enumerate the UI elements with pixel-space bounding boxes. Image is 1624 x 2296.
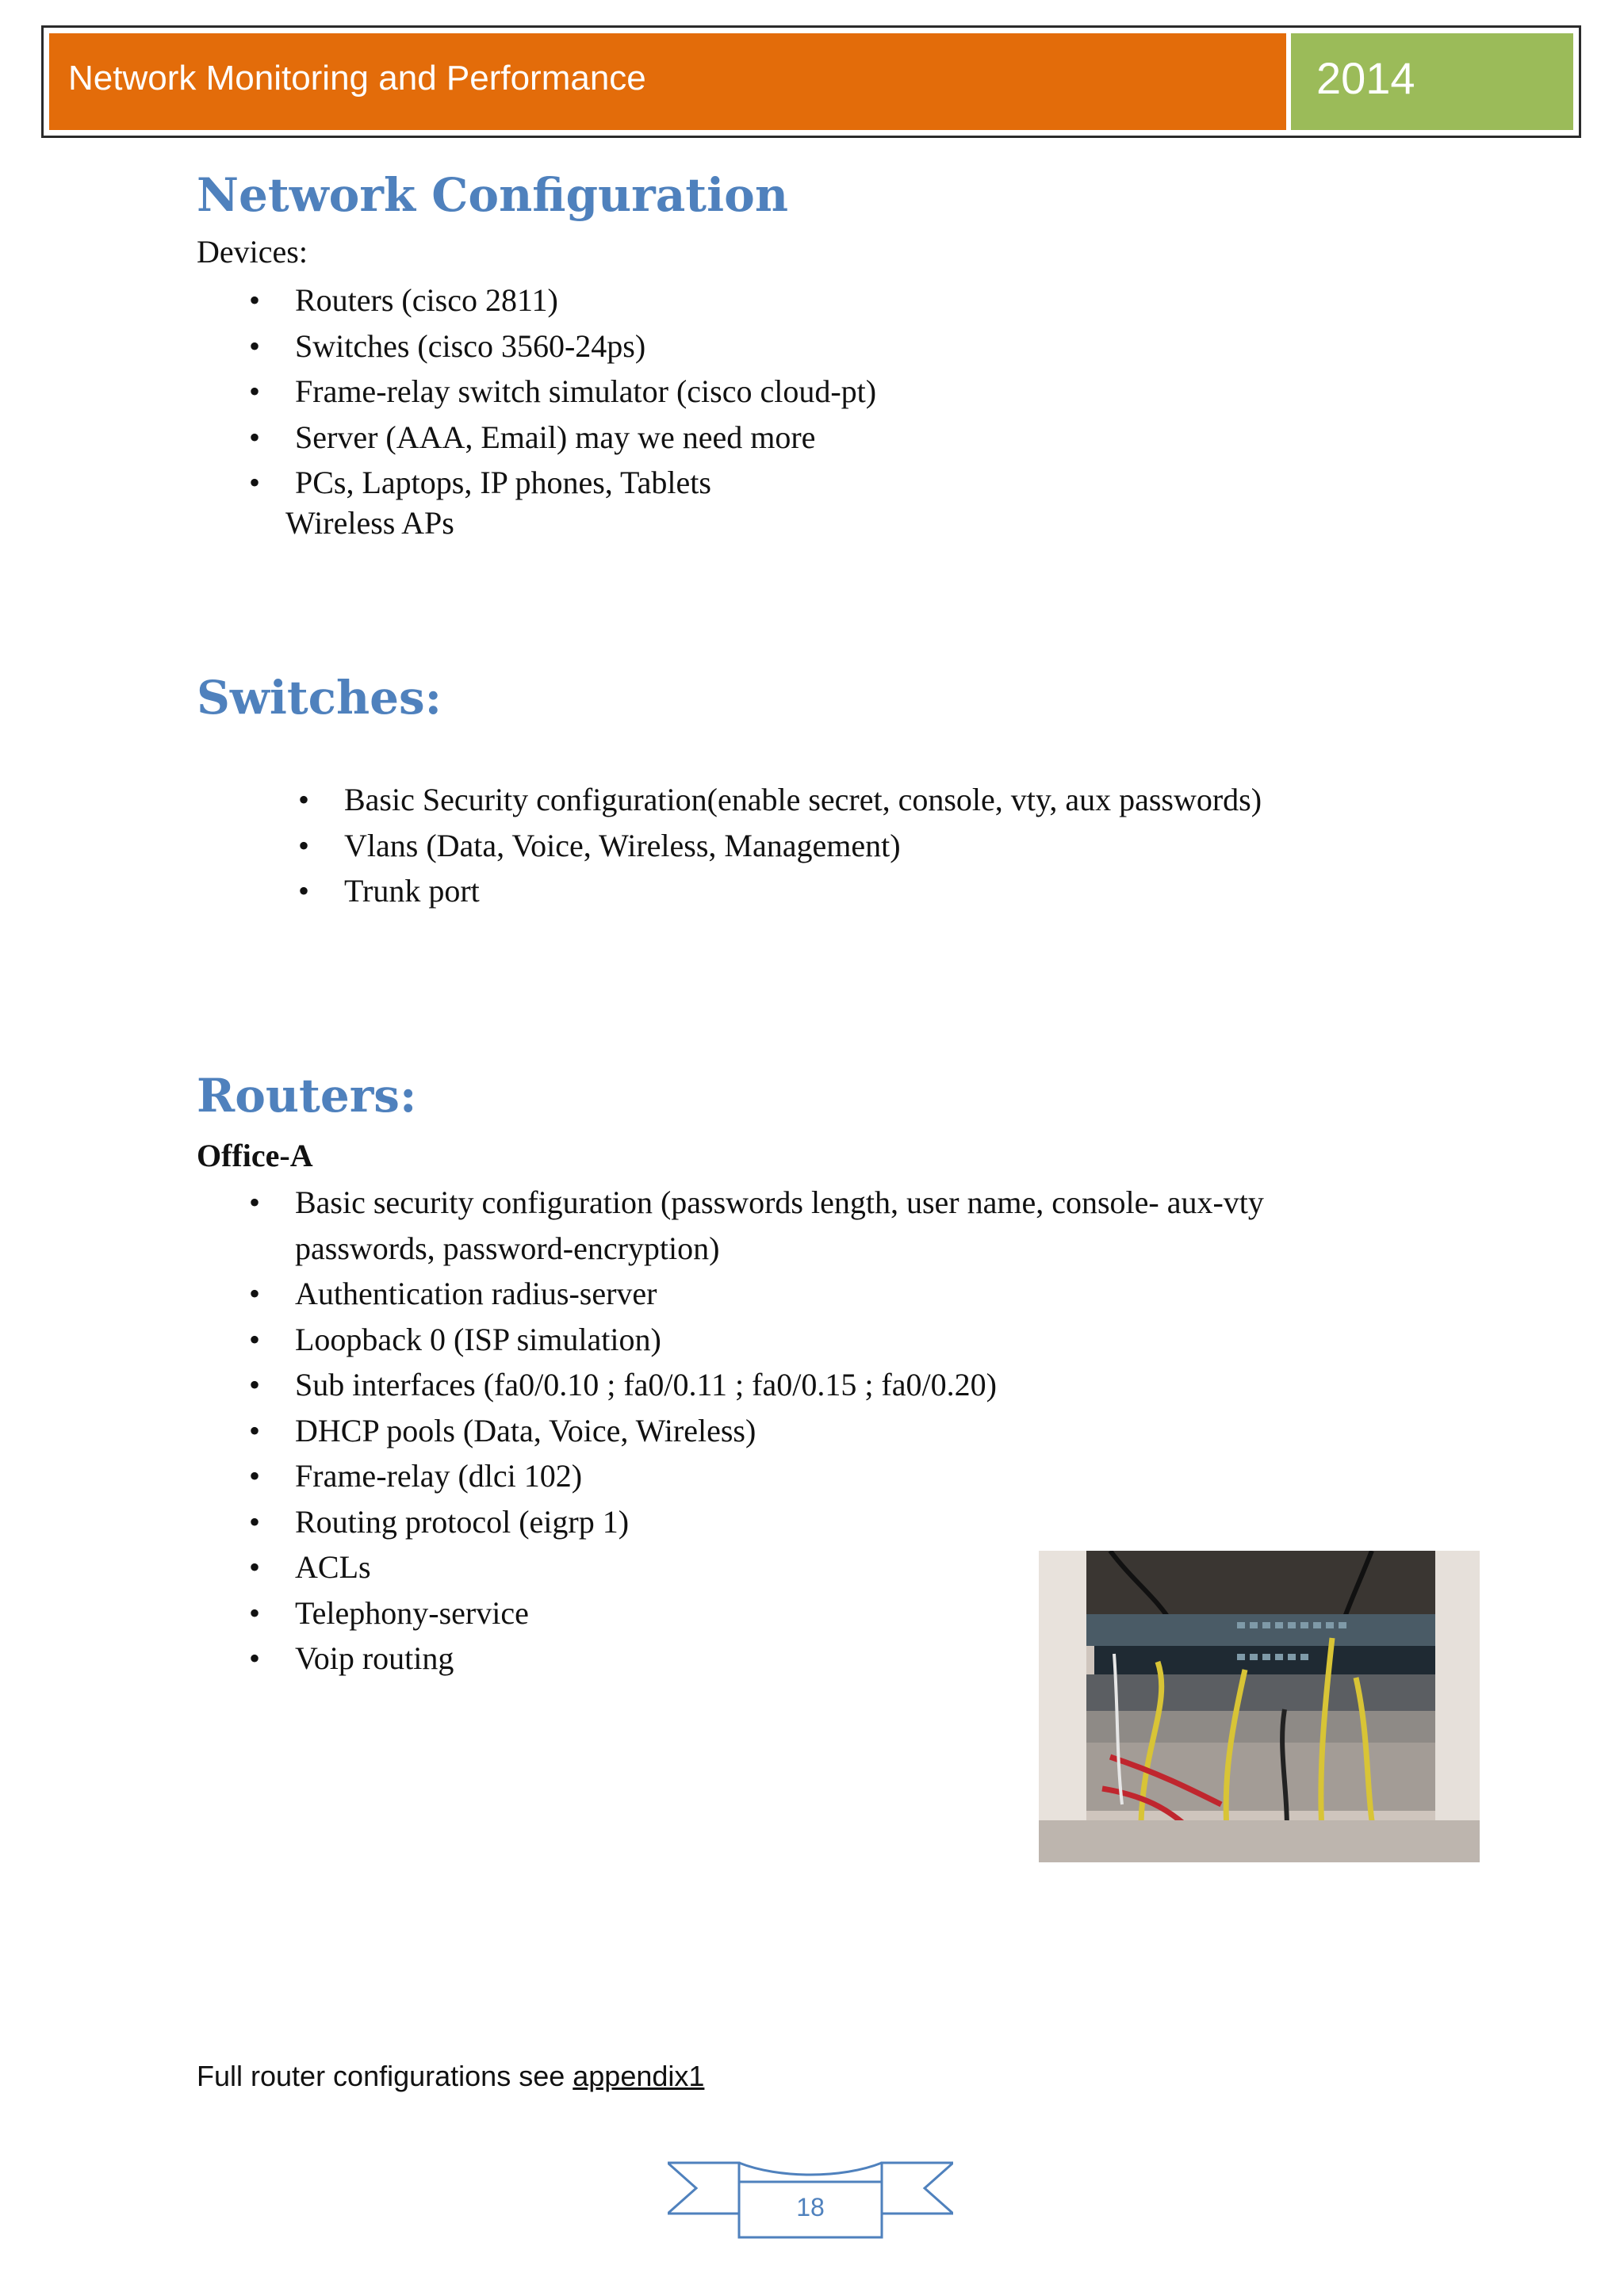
- list-item: • Sub interfaces (fa0/0.10 ; fa0/0.11 ; fa0/0.15 ; fa0/0.20): [249, 1367, 997, 1402]
- list-item: • ACLs: [249, 1549, 371, 1585]
- header-title-bar: [49, 33, 1291, 130]
- devices-extra-line: Wireless APs: [285, 505, 454, 541]
- list-item: • Vlans (Data, Voice, Wireless, Management): [298, 827, 901, 863]
- header-year-box: [1291, 33, 1573, 130]
- heading-network-configuration: Network Configuration: [197, 168, 788, 222]
- header-title: Network Monitoring and Performance: [68, 59, 646, 98]
- switches-list: [298, 777, 1262, 914]
- list-item: • Frame-relay (dlci 102): [249, 1458, 583, 1494]
- heading-routers: Routers:: [197, 1069, 417, 1123]
- office-a-label: Office-A: [197, 1138, 313, 1173]
- list-item: • Trunk port: [298, 873, 480, 909]
- list-item: • Server (AAA, Email) may we need more: [249, 419, 816, 455]
- network-rack-photo: [1039, 1551, 1480, 1862]
- footer-note: [197, 2060, 704, 2093]
- list-item: • Routing protocol (eigrp 1): [249, 1503, 630, 1540]
- list-item: • Loopback 0 (ISP simulation): [249, 1321, 661, 1357]
- list-item: • Frame-relay switch simulator (cisco cloud-pt): [249, 373, 877, 409]
- devices-list: [249, 277, 877, 506]
- appendix-link[interactable]: appendix1: [573, 2060, 705, 2092]
- list-item: • Routers (cisco 2811): [249, 282, 558, 318]
- header-year: 2014: [1316, 53, 1415, 103]
- list-item: • PCs, Laptops, IP phones, Tablets: [249, 465, 711, 500]
- heading-switches: Switches:: [197, 671, 442, 725]
- page-number: 18: [796, 2193, 825, 2221]
- list-item: • Authentication radius-server: [249, 1276, 657, 1311]
- list-item: • Voip routing: [249, 1640, 454, 1676]
- list-item: • Basic Security configuration(enable secret, console, vty, aux passwords): [298, 782, 1262, 817]
- list-item: • DHCP pools (Data, Voice, Wireless): [249, 1412, 756, 1448]
- list-item: • Switches (cisco 3560-24ps): [249, 327, 646, 364]
- devices-label: Devices:: [197, 234, 308, 270]
- footer-note-text: Full router configurations see: [197, 2060, 573, 2092]
- list-item: • Basic security configuration (passwords length, user name, console- aux-vty passwords, password-encryption): [249, 1184, 1264, 1266]
- page-number-ribbon: [668, 2158, 953, 2241]
- list-item: • Telephony-service: [249, 1594, 529, 1631]
